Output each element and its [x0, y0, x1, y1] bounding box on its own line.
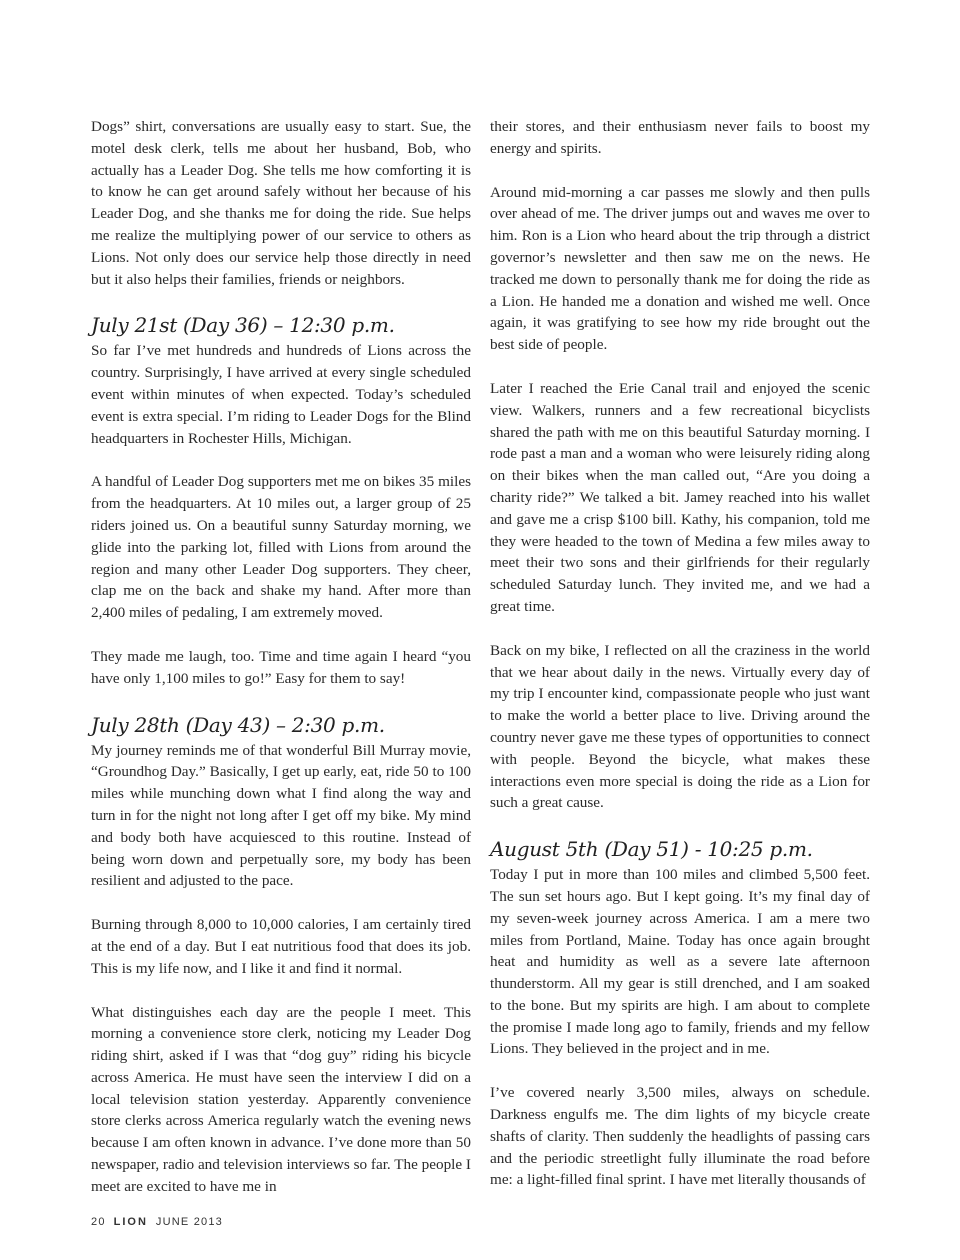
page-footer	[91, 1216, 223, 1228]
section-heading: August 5th (Day 51) - 10:25 p.m.	[490, 837, 813, 862]
magazine-name: LION	[113, 1216, 148, 1228]
paragraph: Burning through 8,000 to 10,000 calories, I am certainly tired at the end of a day. But I eat nutritious food that does its job. This is my life now, and I like it and find it normal.	[91, 916, 471, 977]
paragraph: Later I reached the Erie Canal trail and enjoyed the scenic view. Walkers, runners and a few recreational bicyclists shared the path with me on this beautiful Saturday morning. I rode past a man and a woman who were leisurely riding along on their bikes when the man called out, “Are you doing a charity ride?” We talked a bit. Jamey reached into his wallet and gave me a crisp $100 bill. Kathy, his companion, told me they were headed to the town of Medina a few miles away to meet their two sons and their girlfriends for their regularly scheduled Saturday lunch. They invited me, and we had a great time.	[490, 379, 870, 615]
section-heading: July 28th (Day 43) – 2:30 p.m.	[91, 712, 385, 737]
paragraph: So far I’ve met hundreds and hundreds of Lions across the country. Surprisingly, I have arrived at every single scheduled event within minutes of when expected. Today’s scheduled event is extra special. I’m riding to Leader Dogs for the Blind headquarters in Rochester Hills, Michigan.	[91, 342, 471, 447]
paragraph: Today I put in more than 100 miles and climbed 5,500 feet. The sun set hours ago. But I kept going. It’s my final day of my seven-week journey across America. I am a mere two miles from Portland, Maine. Today has once again brought heat and humidity as well as a severe late afternoon thunderstorm. All my gear is still drenched, and I am soaked to the bone. But my spirits are high. I am about to complete the promise I made long ago to family, friends and my fellow Lions. They believed in the project and in me.	[490, 866, 870, 1058]
paragraph: Around mid-morning a car passes me slowly and then pulls over ahead of me. The driver jumps out and waves me over to him. Ron is a Lion who heard about the trip through a district governor’s newsletter and then saw me on the news. He tracked me down to personally thank me for doing the ride as a Lion. He handed me a donation and wished me well. Once again, it was gratifying to see how my ride brought out the best side of people.	[490, 183, 870, 354]
paragraph: Back on my bike, I reflected on all the craziness in the world that we hear about daily in the news. Virtually every day of my trip I encounter kind, compassionate people who just want to make the world a better place to live. Driving around the country never gave me these types of opportunities to connect with people. Beyond the bicycle, what makes these interactions even more special is doing the ride as a Lion for such a great cause.	[490, 641, 870, 812]
page-number: 20	[91, 1216, 106, 1228]
paragraph: What distinguishes each day are the people I meet. This morning a convenience store clerk, noticing my Leader Dog riding shirt, asked if I was that “dog guy” riding his bicycle across America. He must have seen the interview I did on a local television station yesterday. Apparently convenience store clerks across America regularly watch the evening news because I am often known in advance. I’ve done more than 50 newspaper, radio and television interviews so far. The people I meet are excited to have me in	[91, 1003, 471, 1195]
left-column	[91, 116, 471, 1198]
paragraph: They made me laugh, too. Time and time again I heard “you have only 1,100 miles to go!” Easy for them to say!	[91, 647, 471, 687]
paragraph: My journey reminds me of that wonderful Bill Murray movie, “Groundhog Day.” Basically, I get up early, eat, ride 50 to 100 miles while munching down what I find along the way and turn in for the night not long after I get off my bike. My mind and body both have acquiesced to this routine. Instead of being worn down and perpetually sore, my body has been resilient and adjusted to the pace.	[91, 741, 471, 890]
paragraph: Dogs” shirt, conversations are usually easy to start. Sue, the motel desk clerk, tells me about her husband, Bob, who actually has a Leader Dog. She tells me how comforting it is to know he can get around safely without her because of his Leader Dog, and she thanks me for doing the ride. Sue helps me realize the multiplying power of our service to others as Lions. Not only does our service help those directly in need but it also helps their families, friends or neighbors.	[91, 118, 471, 288]
right-column	[490, 116, 870, 1191]
paragraph: their stores, and their enthusiasm never fails to boost my energy and spirits.	[490, 118, 870, 157]
issue-date: JUNE 2013	[155, 1216, 223, 1228]
paragraph: A handful of Leader Dog supporters met me on bikes 35 miles from the headquarters. At 10 miles out, a larger group of 25 riders joined us. On a beautiful sunny Saturday morning, we glide into the parking lot, filled with Lions from around the region and many other Leader Dog supporters. They cheer, clap me on the back and shake my hand. After more than 2,400 miles of pedaling, I am extremely moved.	[91, 473, 471, 622]
paragraph: I’ve covered nearly 3,500 miles, always on schedule. Darkness engulfs me. The dim lights of my bicycle create shafts of clarity. Then suddenly the headlights of passing cars and the periodic streetlight fully illuminate the road before me: a light-filled final sprint. I have met literally thousands of	[490, 1084, 870, 1189]
section-heading: July 21st (Day 36) – 12:30 p.m.	[91, 313, 395, 338]
